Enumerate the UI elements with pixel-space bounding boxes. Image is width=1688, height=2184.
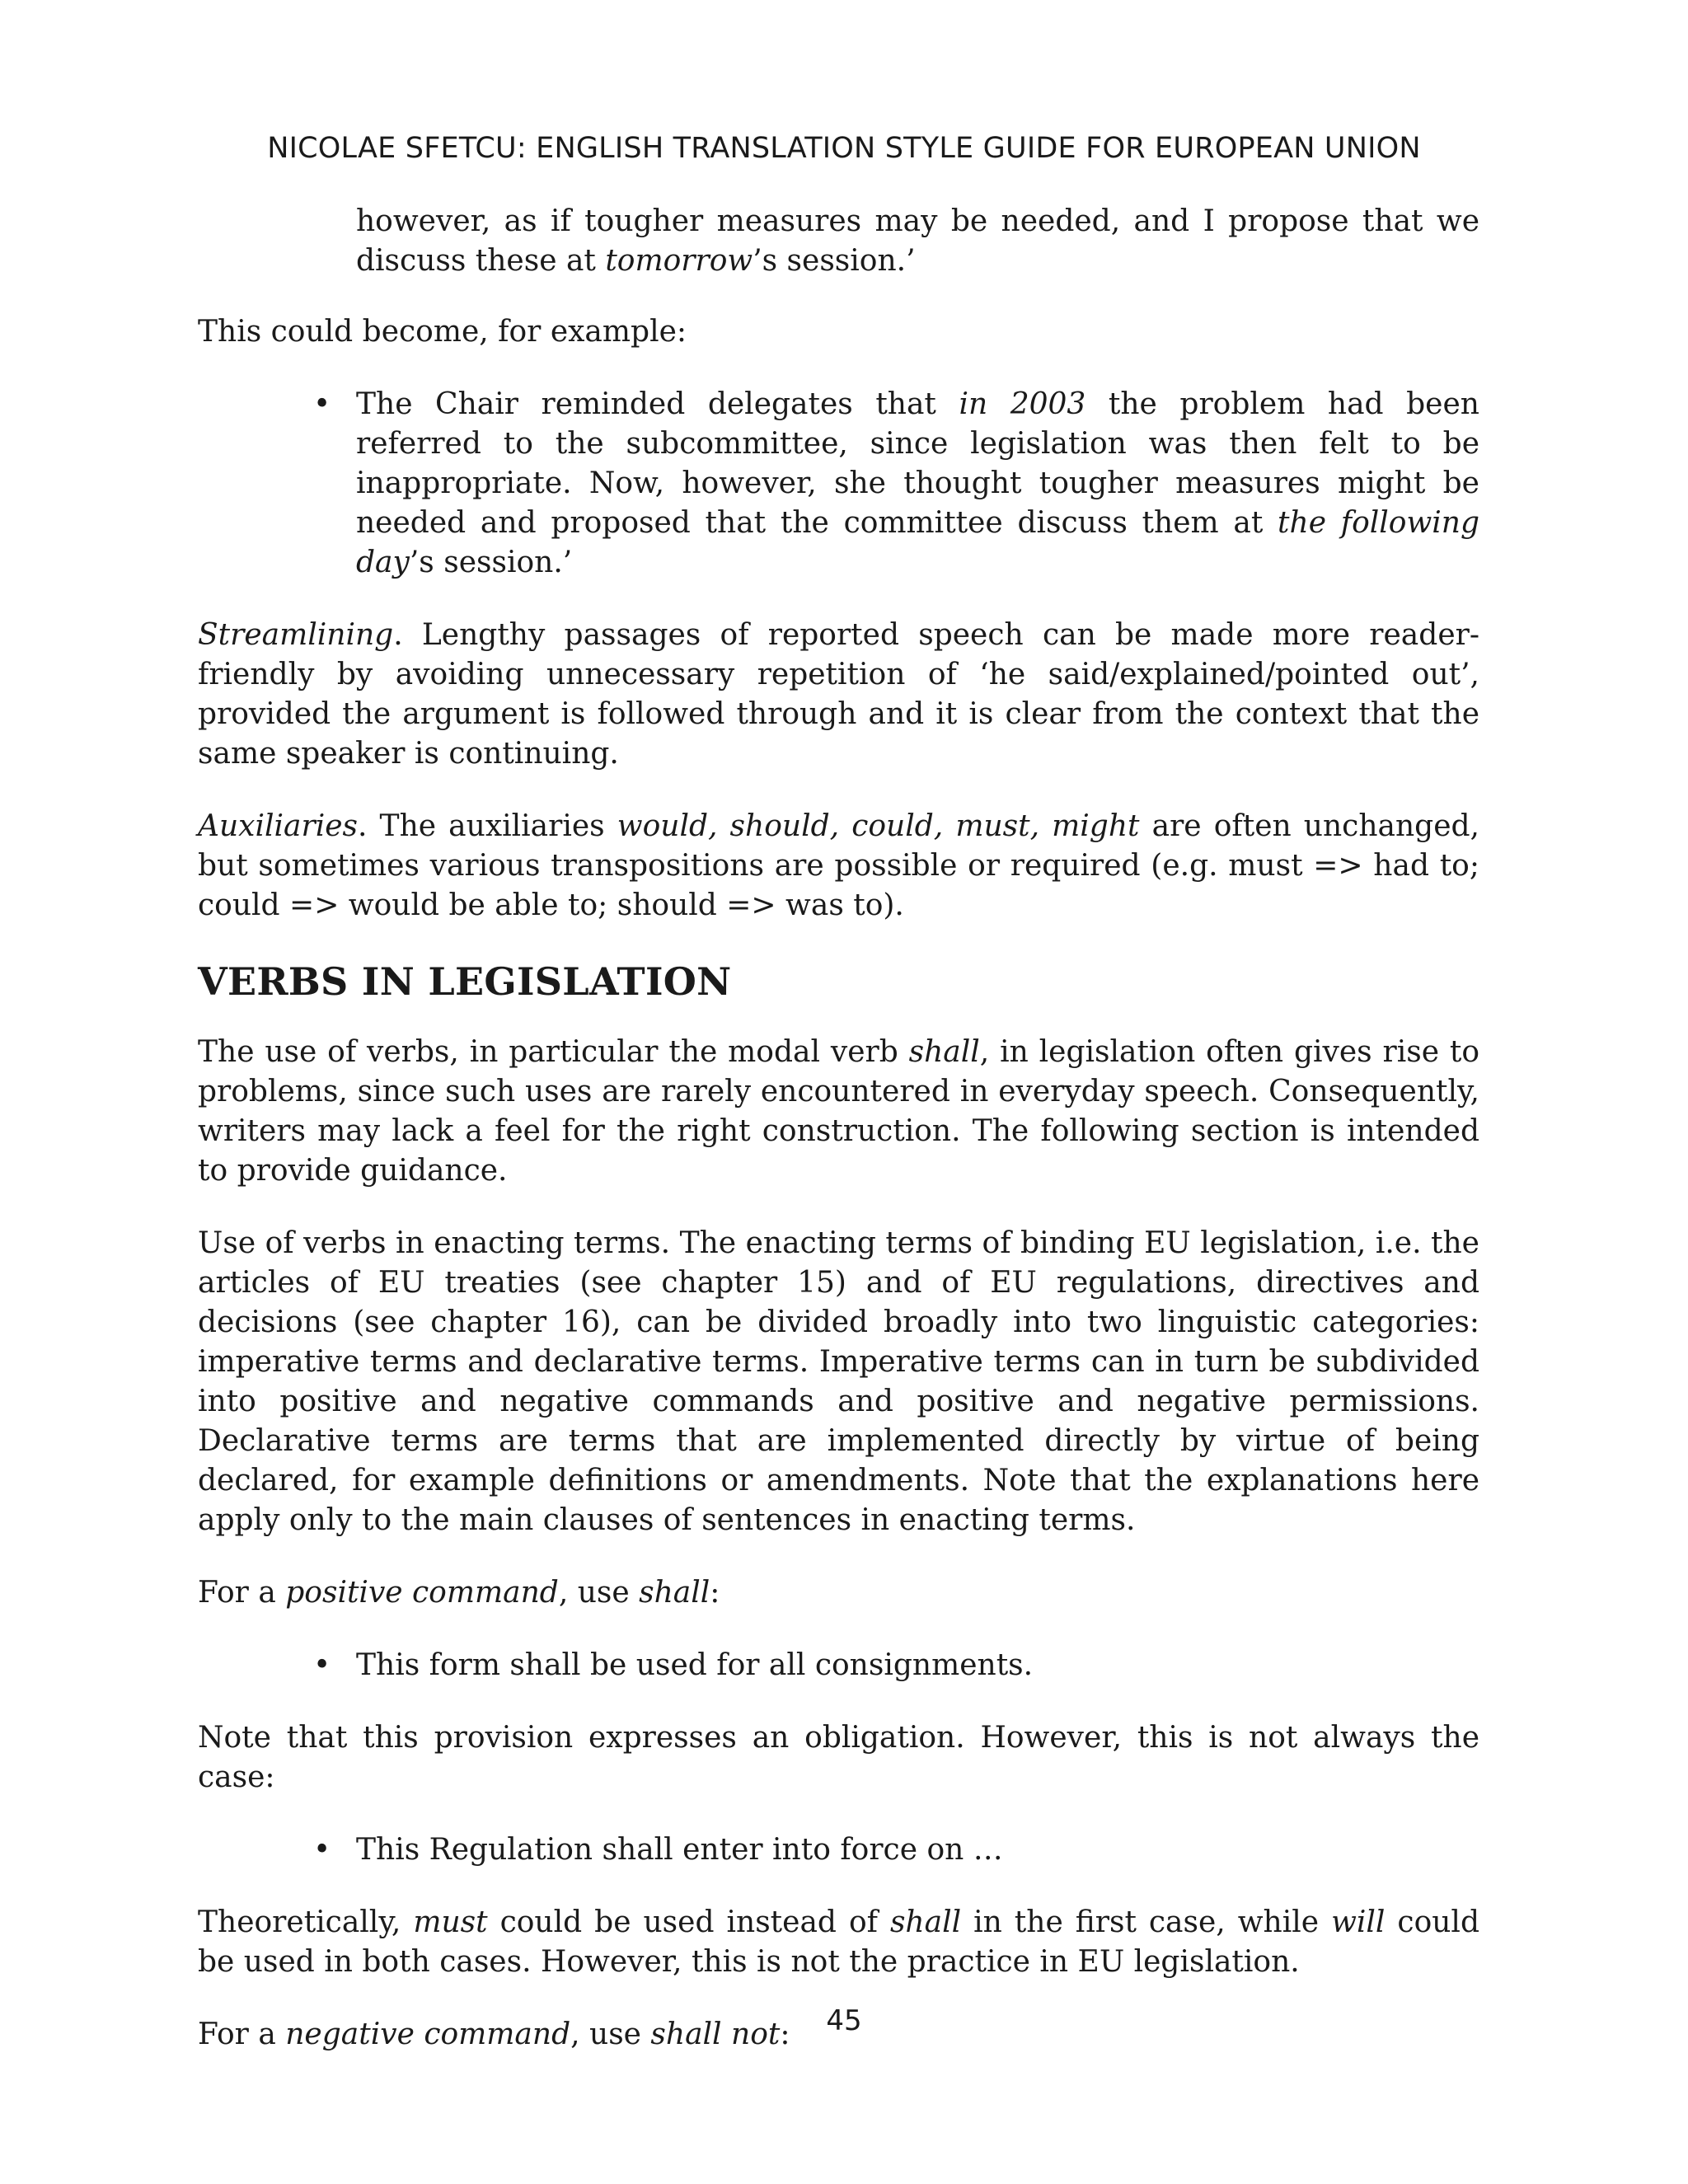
text-run: : bbox=[780, 2018, 790, 2051]
italic-run: shall bbox=[639, 1576, 710, 1610]
text-run: however, as if tougher measures may be needed, and I propose that we discuss these at bbox=[356, 204, 1479, 278]
enacting-terms-paragraph: Use of verbs in enacting terms. The enacting terms of binding EU legislation, i.e. the articles of EU treaties (see chapter 15) and of EU regulations, directives and decisions (see chapter 16), can be divided broadly into two linguistic categories: imperative terms and declarative terms. Imperative terms can in turn be subdivided into positive and negative commands and positive and negative permissions. Declarative terms are terms that are implemented directly by virtue of being declared, for example definitions or amendments. Note that the explanations here apply only to the main clauses of sentences in enacting terms. bbox=[198, 1226, 1479, 1537]
text-run: , use bbox=[558, 1576, 640, 1610]
text-run: could be used in both cases. However, this is not the practice in EU legislation. bbox=[198, 1905, 1479, 1979]
streamlining-paragraph bbox=[198, 616, 1479, 774]
bullet-icon: • bbox=[313, 1833, 331, 1867]
page-content bbox=[198, 202, 1479, 2088]
italic-run: the following day bbox=[356, 506, 1479, 579]
positive-example-list bbox=[198, 1646, 1479, 1685]
italic-run: will bbox=[1331, 1905, 1386, 1939]
section-heading: VERBS IN LEGISLATION bbox=[198, 959, 732, 1004]
text-run: . Lengthy passages of reported speech can be made more reader-friendly by avoiding unnecessary repetition of ‘he said/explained/pointed out’, provided the argument is followed through and it is clear from the context that the same speaker is continuing. bbox=[198, 618, 1479, 771]
text-run: : bbox=[710, 1576, 720, 1610]
italic-run: positive command bbox=[285, 1576, 559, 1610]
text-run: in the first case, while bbox=[961, 1905, 1332, 1939]
text-run: could be used instead of bbox=[487, 1905, 890, 1939]
continued-quote bbox=[198, 202, 1479, 281]
bullet-icon: • bbox=[313, 1648, 331, 1682]
text-run: Theoretically, bbox=[198, 1905, 414, 1939]
page-number: 45 bbox=[826, 2004, 862, 2037]
entry-example-list bbox=[198, 1830, 1479, 1870]
example-intro: This could become, for example: bbox=[198, 315, 687, 349]
text-run: the problem had been referred to the subcommittee, since legislation was then felt to be inappropriate. Now, however, she thought tougher measures might be needed and proposed that the committee discuss them at bbox=[356, 387, 1479, 540]
positive-command-paragraph bbox=[198, 1573, 1479, 1613]
text-run: For a bbox=[198, 2018, 286, 2051]
italic-run: Streamlining bbox=[198, 618, 394, 652]
bullet-icon: • bbox=[313, 387, 331, 421]
running-header: NICOLAE SFETCU: ENGLISH TRANSLATION STYLE GUIDE FOR EUROPEAN UNION bbox=[267, 132, 1421, 165]
example-list bbox=[198, 385, 1479, 583]
text-run: The use of verbs, in particular the modal verb bbox=[198, 1035, 909, 1069]
text-run: . The auxiliaries bbox=[358, 809, 617, 843]
text-run: , use bbox=[570, 2018, 651, 2051]
italic-run: tomorrow bbox=[605, 244, 753, 278]
obligation-note-paragraph: Note that this provision expresses an obligation. However, this is not always the case: bbox=[198, 1721, 1479, 1794]
list-item bbox=[313, 1646, 1479, 1685]
theoretically-paragraph bbox=[198, 1903, 1479, 1982]
auxiliaries-paragraph bbox=[198, 807, 1479, 926]
italic-run: Auxiliaries bbox=[198, 809, 358, 843]
text-run: , in legislation often gives rise to problems, since such uses are rarely encountered in everyday speech. Consequently, writers may lack a feel for the right construction. The following section is intended to provide guidance. bbox=[198, 1035, 1479, 1188]
italic-run: would, should, could, must, might bbox=[617, 809, 1140, 843]
text-run: ’s session.’ bbox=[753, 244, 916, 278]
text-run: For a bbox=[198, 1576, 286, 1610]
text-run: ’s session.’ bbox=[409, 546, 573, 579]
text-run: This form shall be used for all consignments. bbox=[356, 1648, 1034, 1682]
text-run: This Regulation shall enter into force on … bbox=[356, 1833, 1003, 1867]
italic-run: shall bbox=[889, 1905, 962, 1939]
text-run: are often unchanged, but sometimes various transpositions are possible or required (e.g. must => had to; could => would be able to; should => was to). bbox=[198, 809, 1480, 922]
italic-run: shall not bbox=[650, 2018, 781, 2051]
italic-run: must bbox=[413, 1905, 488, 1939]
list-item bbox=[313, 385, 1479, 583]
italic-run: shall bbox=[908, 1035, 980, 1069]
text-run: The Chair reminded delegates that bbox=[356, 387, 959, 421]
italic-run: in 2003 bbox=[959, 387, 1086, 421]
list-item bbox=[313, 1830, 1479, 1870]
italic-run: negative command bbox=[285, 2018, 571, 2051]
verbs-intro-paragraph bbox=[198, 1033, 1479, 1191]
